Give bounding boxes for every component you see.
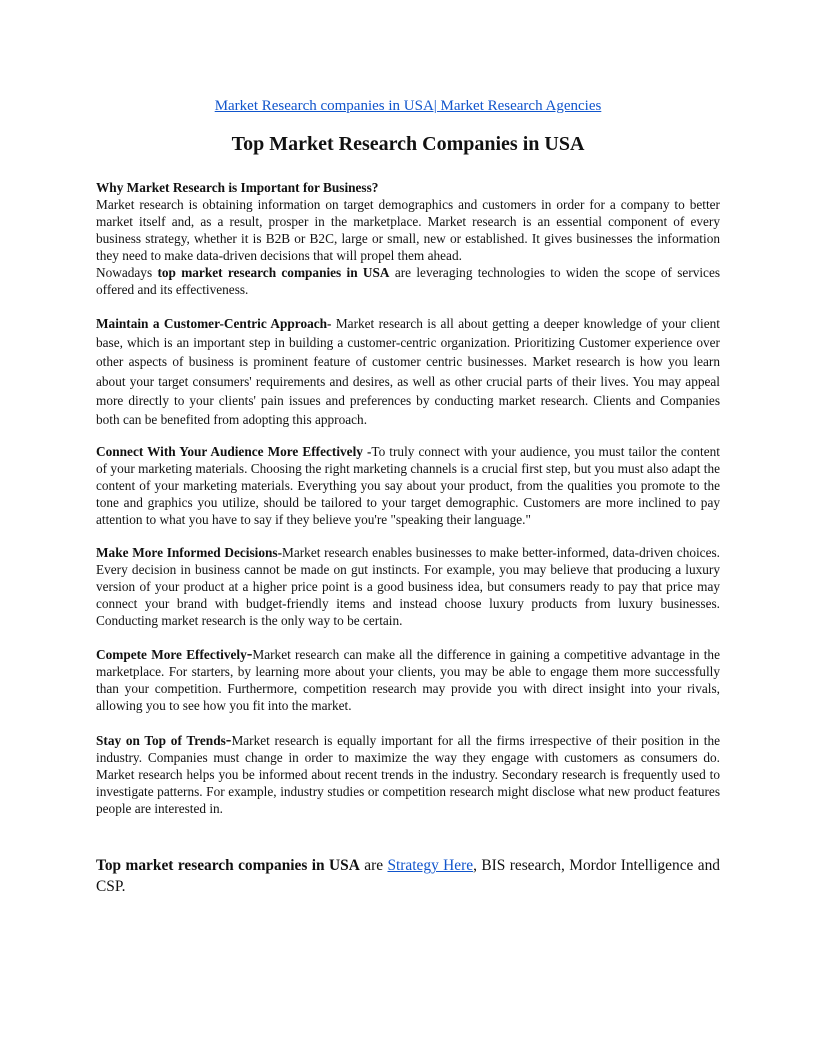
nowadays-keyword: top market research companies in USA (157, 265, 390, 280)
companies-summary (96, 855, 720, 897)
trends-heading: Stay on Top of Trends (96, 733, 226, 749)
connect-heading: Connect With Your Audience More Effectively - (96, 444, 372, 460)
connect-section (96, 443, 720, 528)
header-link-paragraph (96, 96, 720, 116)
maintain-section (96, 314, 720, 429)
compete-dash: - (246, 644, 253, 664)
companies-summary-bold: Top market research companies in USA (96, 857, 360, 875)
strategy-here-link[interactable]: Strategy Here (387, 857, 474, 875)
why-body: Market research is obtaining information on target demographics and customers in order for a company to better market itself and, as a result, prosper in the marketplace. Market research is an essential component of every business strategy, whether it is B2B or B2C, large or small, new or established. It gives businesses the information they need to make data-driven decisions that will propel them ahead. (96, 197, 720, 263)
connect-body: To truly connect with your audience, you must tailor the content of your marketing materials. Choosing the right marketing channels is a crucial first step, but you must also adapt the content of your marketing materials. Everything you say about your product, from the qualities you promote to the tone and graphics you utilize, should be tailored to your target demographic. Customers are more inclined to pay attention to what you have to say if they believe you're "speaking their language." (96, 444, 720, 528)
page-title: Top Market Research Companies in USA (231, 133, 585, 155)
maintain-body: Market research is all about getting a deeper knowledge of your client base, which is an important step in building a customer-centric organization. Prioritizing Customer experience over other aspects of business is prominent feature of customer centric businesses. Market research is how you learn about your target consumers' requirements and desires, as well as other crucial parts of their lives. You may appeal more directly to your clients' pain issues and preferences by conducting market research. Clients and Companies both can be benefited from adopting this approach. (96, 316, 720, 428)
maintain-heading: Maintain a Customer-Centric Approach- (96, 316, 332, 331)
trends-dash: - (225, 730, 232, 750)
trends-section (96, 731, 720, 817)
compete-section (96, 645, 720, 714)
compete-heading: Compete More Effectively (96, 647, 247, 663)
decisions-body: Market research enables businesses to make better-informed, data-driven choices. Every decision in business cannot be made on gut instincts. For example, you may believe that producing a luxury version of your product at a higher price point is a good business idea, but consumers ready to pay that price may connect your brand with budget-friendly items and instead choose luxury products from luxury businesses. Conducting market research is the only way to be certain. (96, 545, 720, 629)
decisions-heading: Make More Informed Decisions- (96, 545, 283, 561)
document-page (96, 96, 720, 913)
companies-summary-are: are (359, 857, 388, 875)
why-heading: Why Market Research is Important for Business? (96, 180, 379, 195)
why-section (96, 179, 720, 298)
header-link[interactable]: Market Research companies in USA| Market Research Agencies (214, 98, 602, 114)
decisions-section (96, 544, 720, 629)
nowadays-suffix: are leveraging technologies to widen the scope of services offered and its effectiveness. (96, 265, 721, 297)
nowadays-prefix: Nowadays (96, 265, 158, 280)
compete-body: Market research can make all the difference in gaining a competitive advantage in the marketplace. For starters, by learning more about your clients, you may be able to engage them more successfully than your competition. Furthermore, competition research may provide you with direct insight into your rivals, allowing you to see how you fit into the market. (96, 647, 720, 714)
companies-summary-rest: , BIS research, Mordor Intelligence and CSP. (96, 857, 721, 896)
trends-body: Market research is equally important for all the firms irrespective of their position in the industry. Companies must change in order to maximize the way they engage with customers as consumers do. Market research helps you be informed about recent trends in the industry. Secondary research is frequently used to investigate patterns. For example, industry studies or competition research might disclose what new product features people are interested in. (96, 733, 720, 817)
